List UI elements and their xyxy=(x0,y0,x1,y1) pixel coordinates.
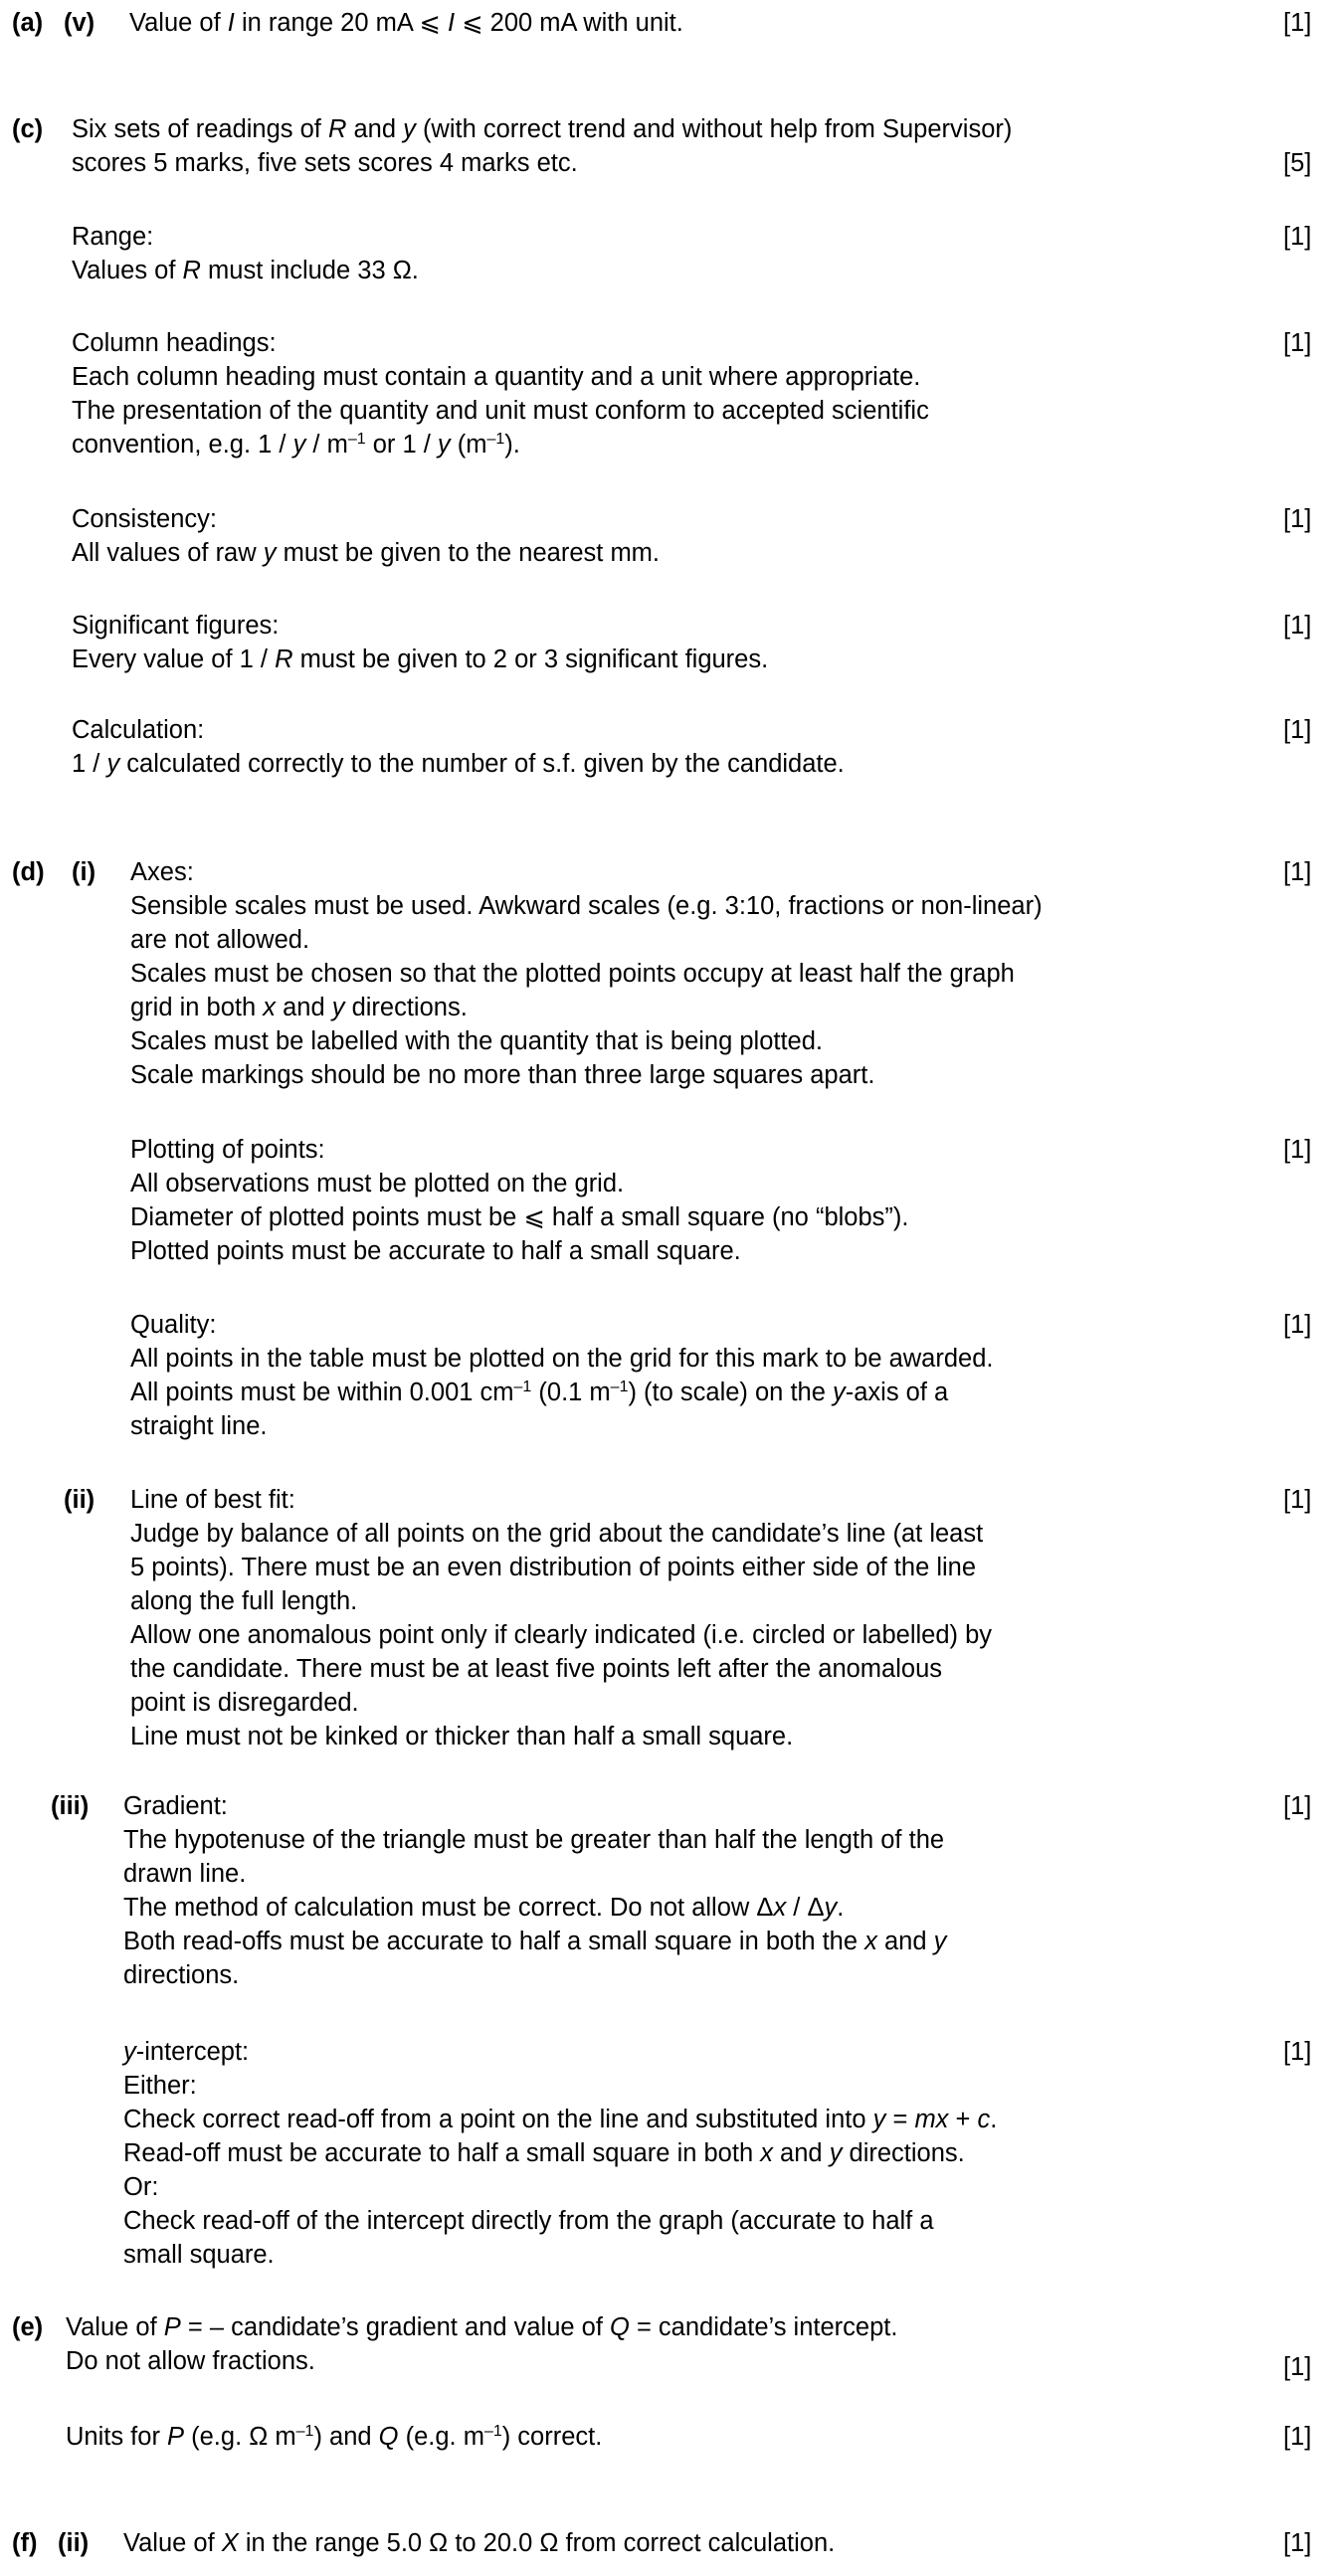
sig-figs-line-1: Every value of 1 / R must be given to 2 or 3 significant figures. xyxy=(72,645,769,673)
quality-line-1: All points in the table must be plotted on the grid for this mark to be awarded. xyxy=(130,1345,994,1373)
intercept-line-5: Check read-off of the intercept directly from the graph (accurate to half a xyxy=(123,2207,934,2235)
quality-line-2: All points must be within 0.001 $cm^{-1}$ (0.1 $m^{-1}$) (to scale) on the y-axis of a xyxy=(130,1379,949,1406)
best-fit-line-4: Allow one anomalous point only if clearly indicated (i.e. circled or labelled) by xyxy=(130,1621,993,1649)
part-a-label: (a) xyxy=(12,9,44,37)
intercept-heading: y-intercept: xyxy=(123,2038,250,2066)
gradient-heading: Gradient: xyxy=(123,1792,228,1820)
column-headings-line-1: Each column heading must contain a quantity and a unit where appropriate. xyxy=(72,363,921,391)
axes-line-2: are not allowed. xyxy=(130,926,310,954)
part-e-units-line: Units for P (e.g. Ω $m^{-1}$) and Q (e.g. $m^{-1}$) correct. xyxy=(66,2423,603,2451)
axes-line-5: Scales must be labelled with the quantity that is being plotted. xyxy=(130,1027,824,1055)
range-line-1: Values of R must include 33 Ω. xyxy=(72,257,419,284)
part-e-mark-2: [1] xyxy=(1283,2423,1312,2451)
axes-line-3: Scales must be chosen so that the plotted points occupy at least half the graph xyxy=(130,960,1015,988)
quality-line-3: straight line. xyxy=(130,1412,268,1440)
axes-line-6: Scale markings should be no more than three large squares apart. xyxy=(130,1061,875,1089)
column-headings-line-3: convention, e.g. 1 / y / $m^{-1}$ or 1 / y $(m^{-1})$. xyxy=(72,431,520,459)
part-a-v-mark: [1] xyxy=(1283,9,1312,37)
intercept-line-2: Check correct read-off from a point on the line and substituted into y = mx + c. xyxy=(123,2106,998,2133)
intercept-line-4: Or: xyxy=(123,2173,159,2201)
part-f-ii-mark: [1] xyxy=(1283,2529,1312,2557)
best-fit-line-7: Line must not be kinked or thicker than half a small square. xyxy=(130,1723,794,1750)
axes-line-1: Sensible scales must be used. Awkward scales (e.g. 3:10, fractions or non-linear) xyxy=(130,892,1043,920)
best-fit-mark: [1] xyxy=(1283,1486,1312,1514)
gradient-line-2: drawn line. xyxy=(123,1860,247,1888)
part-f-label: (f) xyxy=(12,2529,38,2557)
axes-line-4: grid in both x and y directions. xyxy=(130,994,468,1021)
range-heading: Range: xyxy=(72,223,154,251)
plotting-line-1: All observations must be plotted on the grid. xyxy=(130,1170,625,1197)
plotting-line-3: Plotted points must be accurate to half a small square. xyxy=(130,1237,741,1265)
calculation-heading: Calculation: xyxy=(72,716,205,744)
subpart-f-ii-label: (ii) xyxy=(58,2529,90,2557)
axes-mark: [1] xyxy=(1283,858,1312,886)
best-fit-line-2: 5 points). There must be an even distribution of points either side of the line xyxy=(130,1554,977,1581)
part-c-intro-line-1: Six sets of readings of R and y (with correct trend and without help from Supervisor) xyxy=(72,115,1013,143)
plotting-line-2: Diameter of plotted points must be ⩽ half a small square (no “blobs”). xyxy=(130,1203,909,1231)
axes-heading: Axes: xyxy=(130,858,194,886)
plotting-heading: Plotting of points: xyxy=(130,1136,325,1164)
plotting-mark: [1] xyxy=(1283,1136,1312,1164)
best-fit-line-1: Judge by balance of all points on the grid about the candidate’s line (at least xyxy=(130,1520,984,1548)
best-fit-line-6: point is disregarded. xyxy=(130,1689,359,1717)
intercept-line-1: Either: xyxy=(123,2072,197,2100)
sig-figs-heading: Significant figures: xyxy=(72,612,280,640)
gradient-line-3: The method of calculation must be correct. Do not allow Δx / Δy. xyxy=(123,1894,845,1922)
part-a-v-text: Value of I in range 20 mA ⩽ I ⩽ 200 mA with unit. xyxy=(129,9,683,37)
best-fit-line-3: along the full length. xyxy=(130,1587,358,1615)
subpart-ii-label: (ii) xyxy=(64,1486,96,1514)
part-c-intro-mark: [5] xyxy=(1283,149,1312,177)
column-headings-mark: [1] xyxy=(1283,329,1312,357)
intercept-line-6: small square. xyxy=(123,2241,275,2269)
part-e-label: (e) xyxy=(12,2313,44,2341)
intercept-line-3: Read-off must be accurate to half a small square in both x and y directions. xyxy=(123,2139,965,2167)
gradient-line-4: Both read-offs must be accurate to half a small square in both the x and y xyxy=(123,1928,947,1955)
gradient-line-5: directions. xyxy=(123,1961,240,1989)
subpart-v-label: (v) xyxy=(64,9,96,37)
part-f-ii-text: Value of X in the range 5.0 Ω to 20.0 Ω from correct calculation. xyxy=(123,2529,836,2557)
best-fit-line-5: the candidate. There must be at least five points left after the anomalous xyxy=(130,1655,943,1683)
part-e-line-1: Value of P = – candidate’s gradient and value of Q = candidate’s intercept. xyxy=(66,2313,898,2341)
quality-heading: Quality: xyxy=(130,1311,217,1339)
part-e-mark-1: [1] xyxy=(1283,2353,1312,2381)
range-mark: [1] xyxy=(1283,223,1312,251)
part-c-intro-line-2: scores 5 marks, five sets scores 4 marks etc. xyxy=(72,149,578,177)
part-c-label: (c) xyxy=(12,115,44,143)
intercept-mark: [1] xyxy=(1283,2038,1312,2066)
consistency-line-1: All values of raw y must be given to the nearest mm. xyxy=(72,539,661,567)
gradient-mark: [1] xyxy=(1283,1792,1312,1820)
consistency-mark: [1] xyxy=(1283,505,1312,533)
part-d-label: (d) xyxy=(12,858,45,886)
subpart-iii-label: (iii) xyxy=(51,1792,90,1820)
best-fit-heading: Line of best fit: xyxy=(130,1486,295,1514)
column-headings-line-2: The presentation of the quantity and unit must conform to accepted scientific xyxy=(72,397,929,425)
column-headings-heading: Column headings: xyxy=(72,329,277,357)
subpart-i-label: (i) xyxy=(72,858,96,886)
consistency-heading: Consistency: xyxy=(72,505,217,533)
calculation-line-1: 1 / y calculated correctly to the number of s.f. given by the candidate. xyxy=(72,750,845,778)
part-e-line-2: Do not allow fractions. xyxy=(66,2347,315,2375)
sig-figs-mark: [1] xyxy=(1283,612,1312,640)
calculation-mark: [1] xyxy=(1283,716,1312,744)
gradient-line-1: The hypotenuse of the triangle must be greater than half the length of the xyxy=(123,1826,945,1854)
quality-mark: [1] xyxy=(1283,1311,1312,1339)
